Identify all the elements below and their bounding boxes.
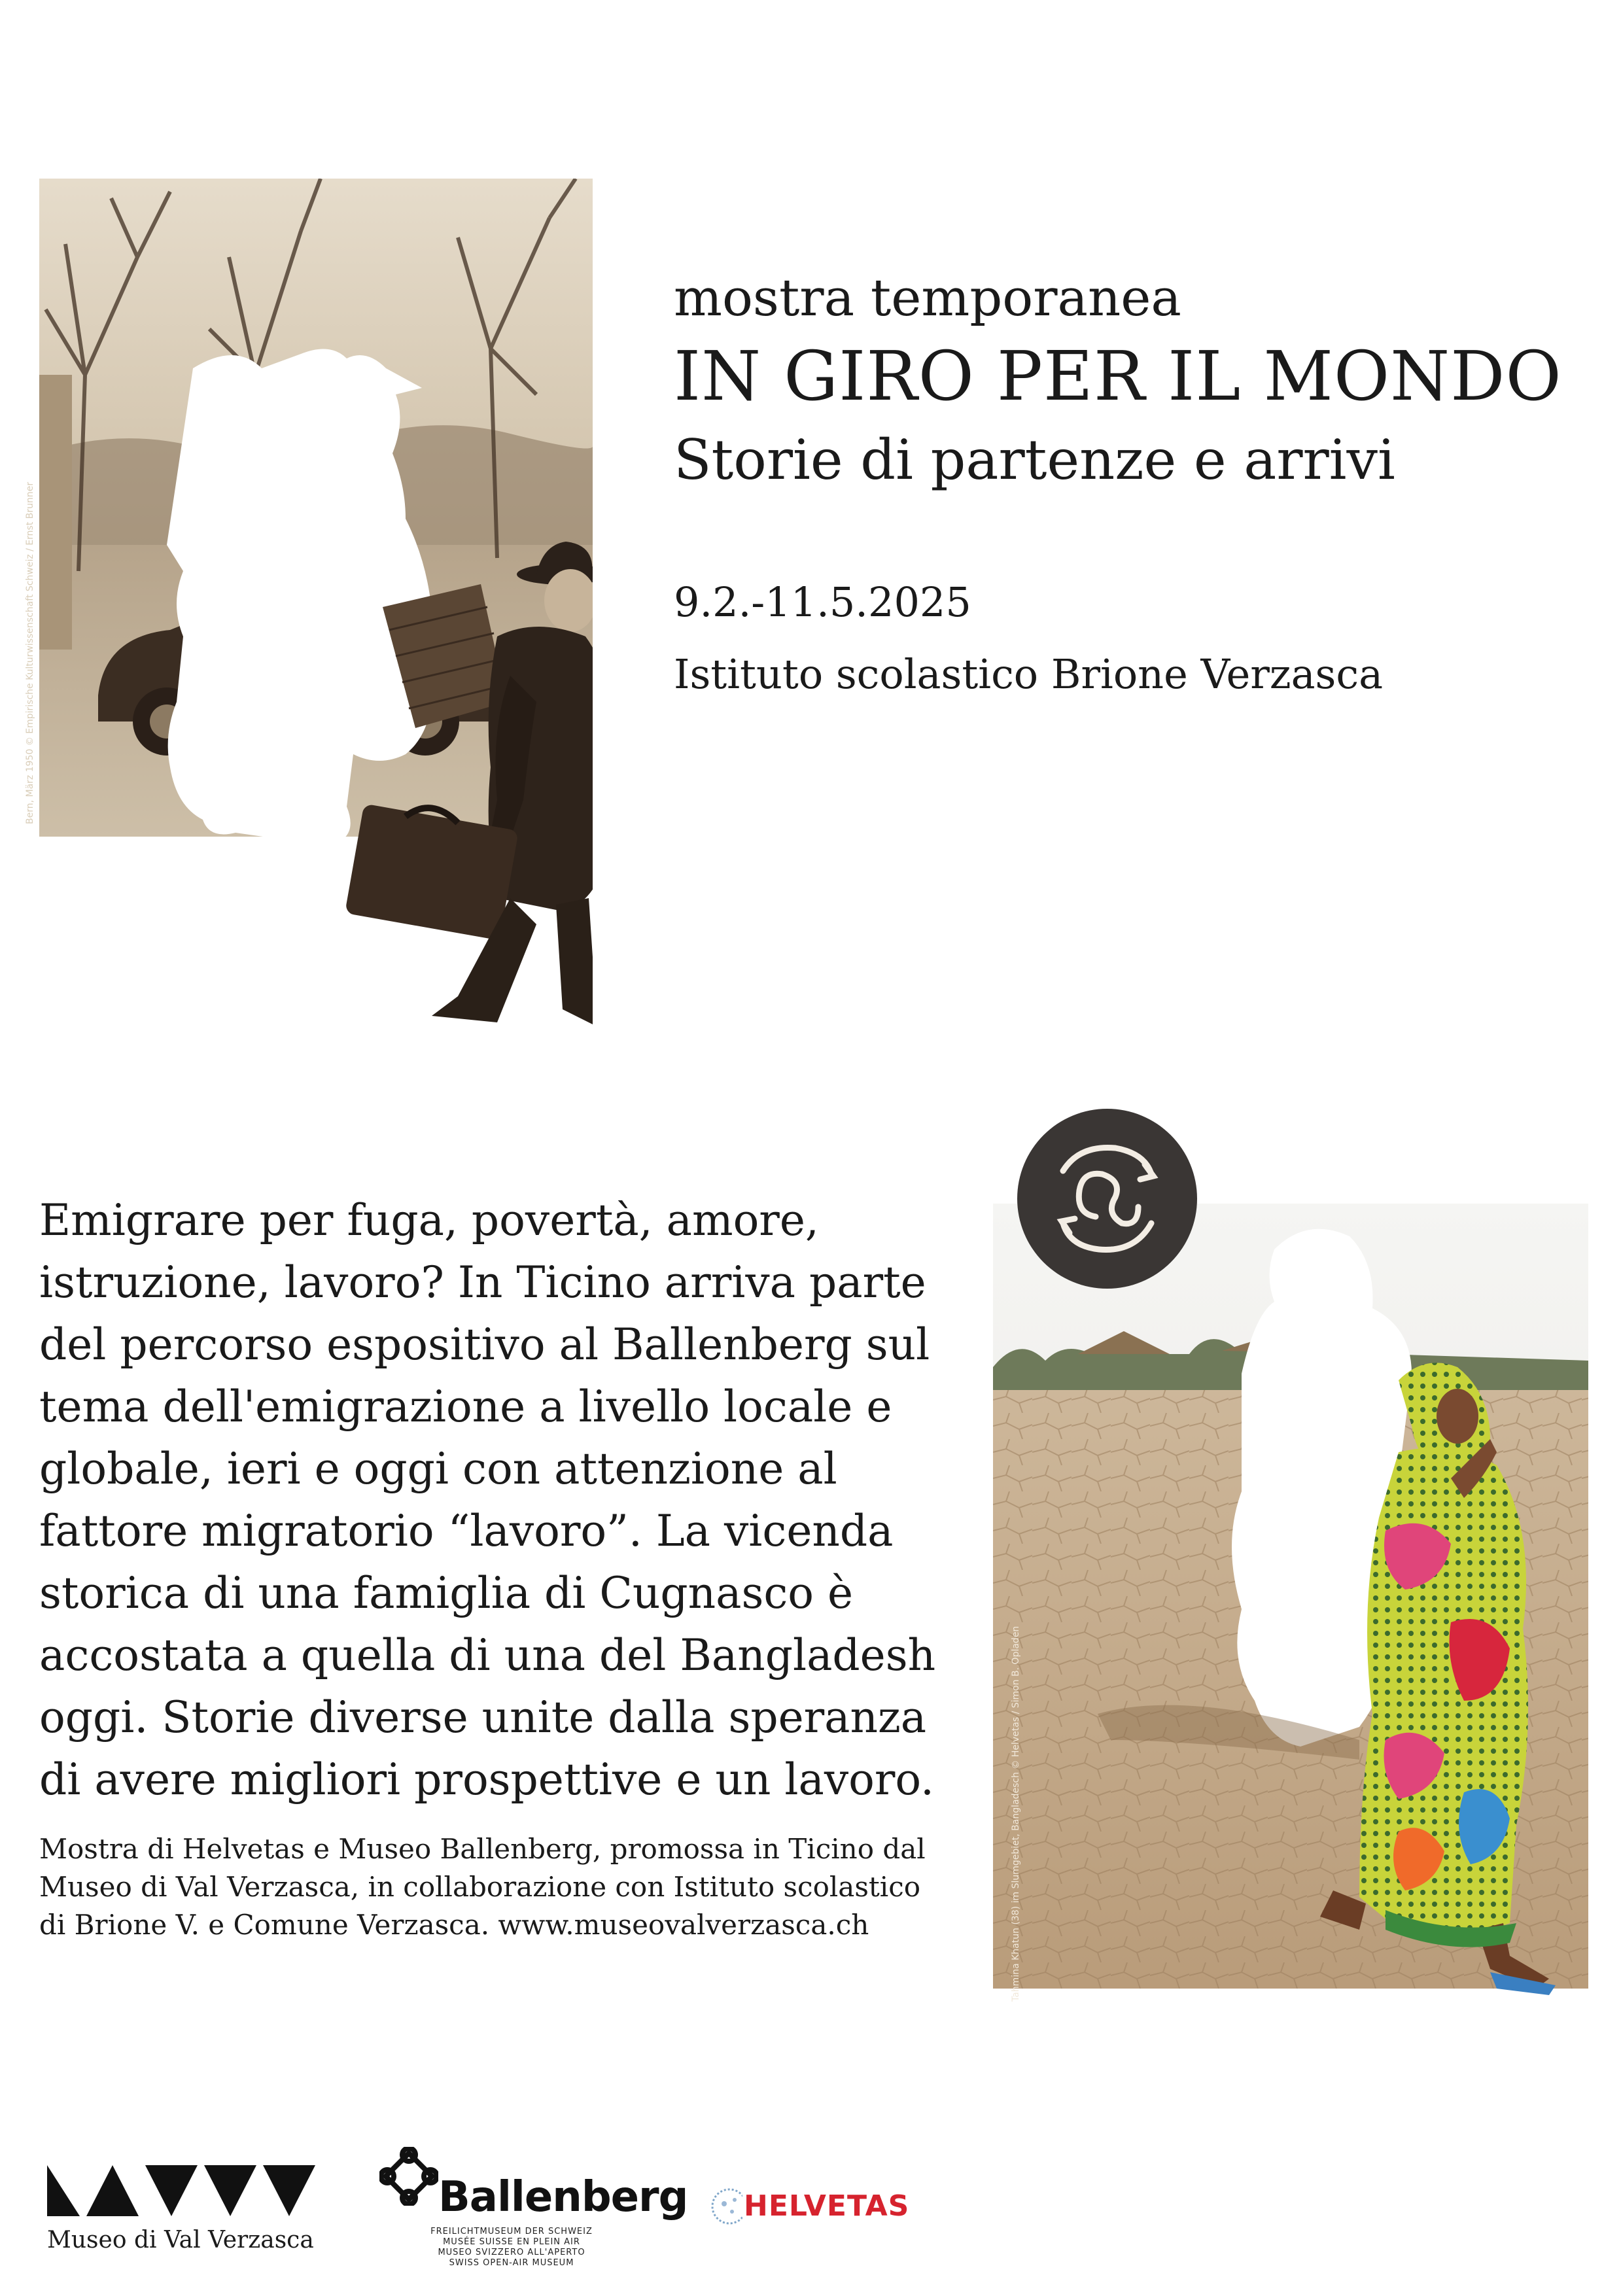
ballenberg-line-en: SWISS OPEN-AIR MUSEUM (449, 2258, 574, 2268)
historic-emigrant-photo (39, 179, 593, 837)
exhibition-venue: Istituto scolastico Brione Verzasca (674, 650, 1384, 699)
ballenberg-line-it: MUSEO SVIZZERO ALL'APERTO (438, 2248, 585, 2257)
mvv-name: Museo di Val Verzasca (47, 2227, 314, 2253)
exhibition-subtitle: Storie di partenze e arrivi (674, 428, 1395, 493)
globe-icon (710, 2185, 742, 2231)
historic-photo-credit: Bern, März 1950 © Empirische Kulturwissenschaft Schweiz / Ernst Brunner (25, 481, 35, 824)
exhibition-organizers: Mostra di Helvetas e Museo Ballenberg, promossa in Ticino dal Museo di Val Verzasca, in collaborazione con Istituto scolastico di Brione V. e Comune Verzasca. www.museovalverzasca.ch (39, 1833, 926, 1941)
helvetas-logo (710, 2180, 932, 2239)
ballenberg-subtitle (407, 2227, 616, 2269)
exhibition-dates: 9.2.-11.5.2025 (674, 578, 971, 626)
ballenberg-name: Ballenberg (438, 2173, 688, 2221)
museo-val-verzasca-logo (47, 2165, 322, 2253)
modern-migrant-photo (993, 1204, 1588, 2029)
exhibition-kicker: mostra temporanea (674, 269, 1181, 328)
exhibition-header (674, 268, 1590, 699)
ballenberg-line-de: FREILICHTMUSEUM DER SCHWEIZ (430, 2227, 593, 2236)
modern-photo-credit: Tahmina Khatun (38) im Slumgebiet, Bangladesch © Helvetas / Simon B. Opladen (1011, 1626, 1021, 2002)
mvv-mark-icon (47, 2165, 315, 2216)
migration-circle-logo (1017, 1109, 1197, 1289)
ballenberg-line-fr: MUSÉE SUISSE EN PLEIN AIR (443, 2237, 580, 2247)
knot-icon (379, 2147, 438, 2206)
helvetas-name: HELVETAS (744, 2189, 910, 2223)
exhibition-description: Emigrare per fuga, povertà, amore, istruzione, lavoro? In Ticino arriva parte del percorso espositivo al Ballenberg sul tema dell'emigrazione a livello locale e globale, ieri e oggi con attenzione al fattore migratorio “lavoro”. La vicenda storica di una famiglia di Cugnasco è accostata a quella di una del Bangladesh oggi. Storie diverse unite dalla speranza di avere migliori prospettive e un lavoro. (39, 1195, 936, 1805)
exhibition-title: IN GIRO PER IL MONDO (674, 336, 1562, 416)
